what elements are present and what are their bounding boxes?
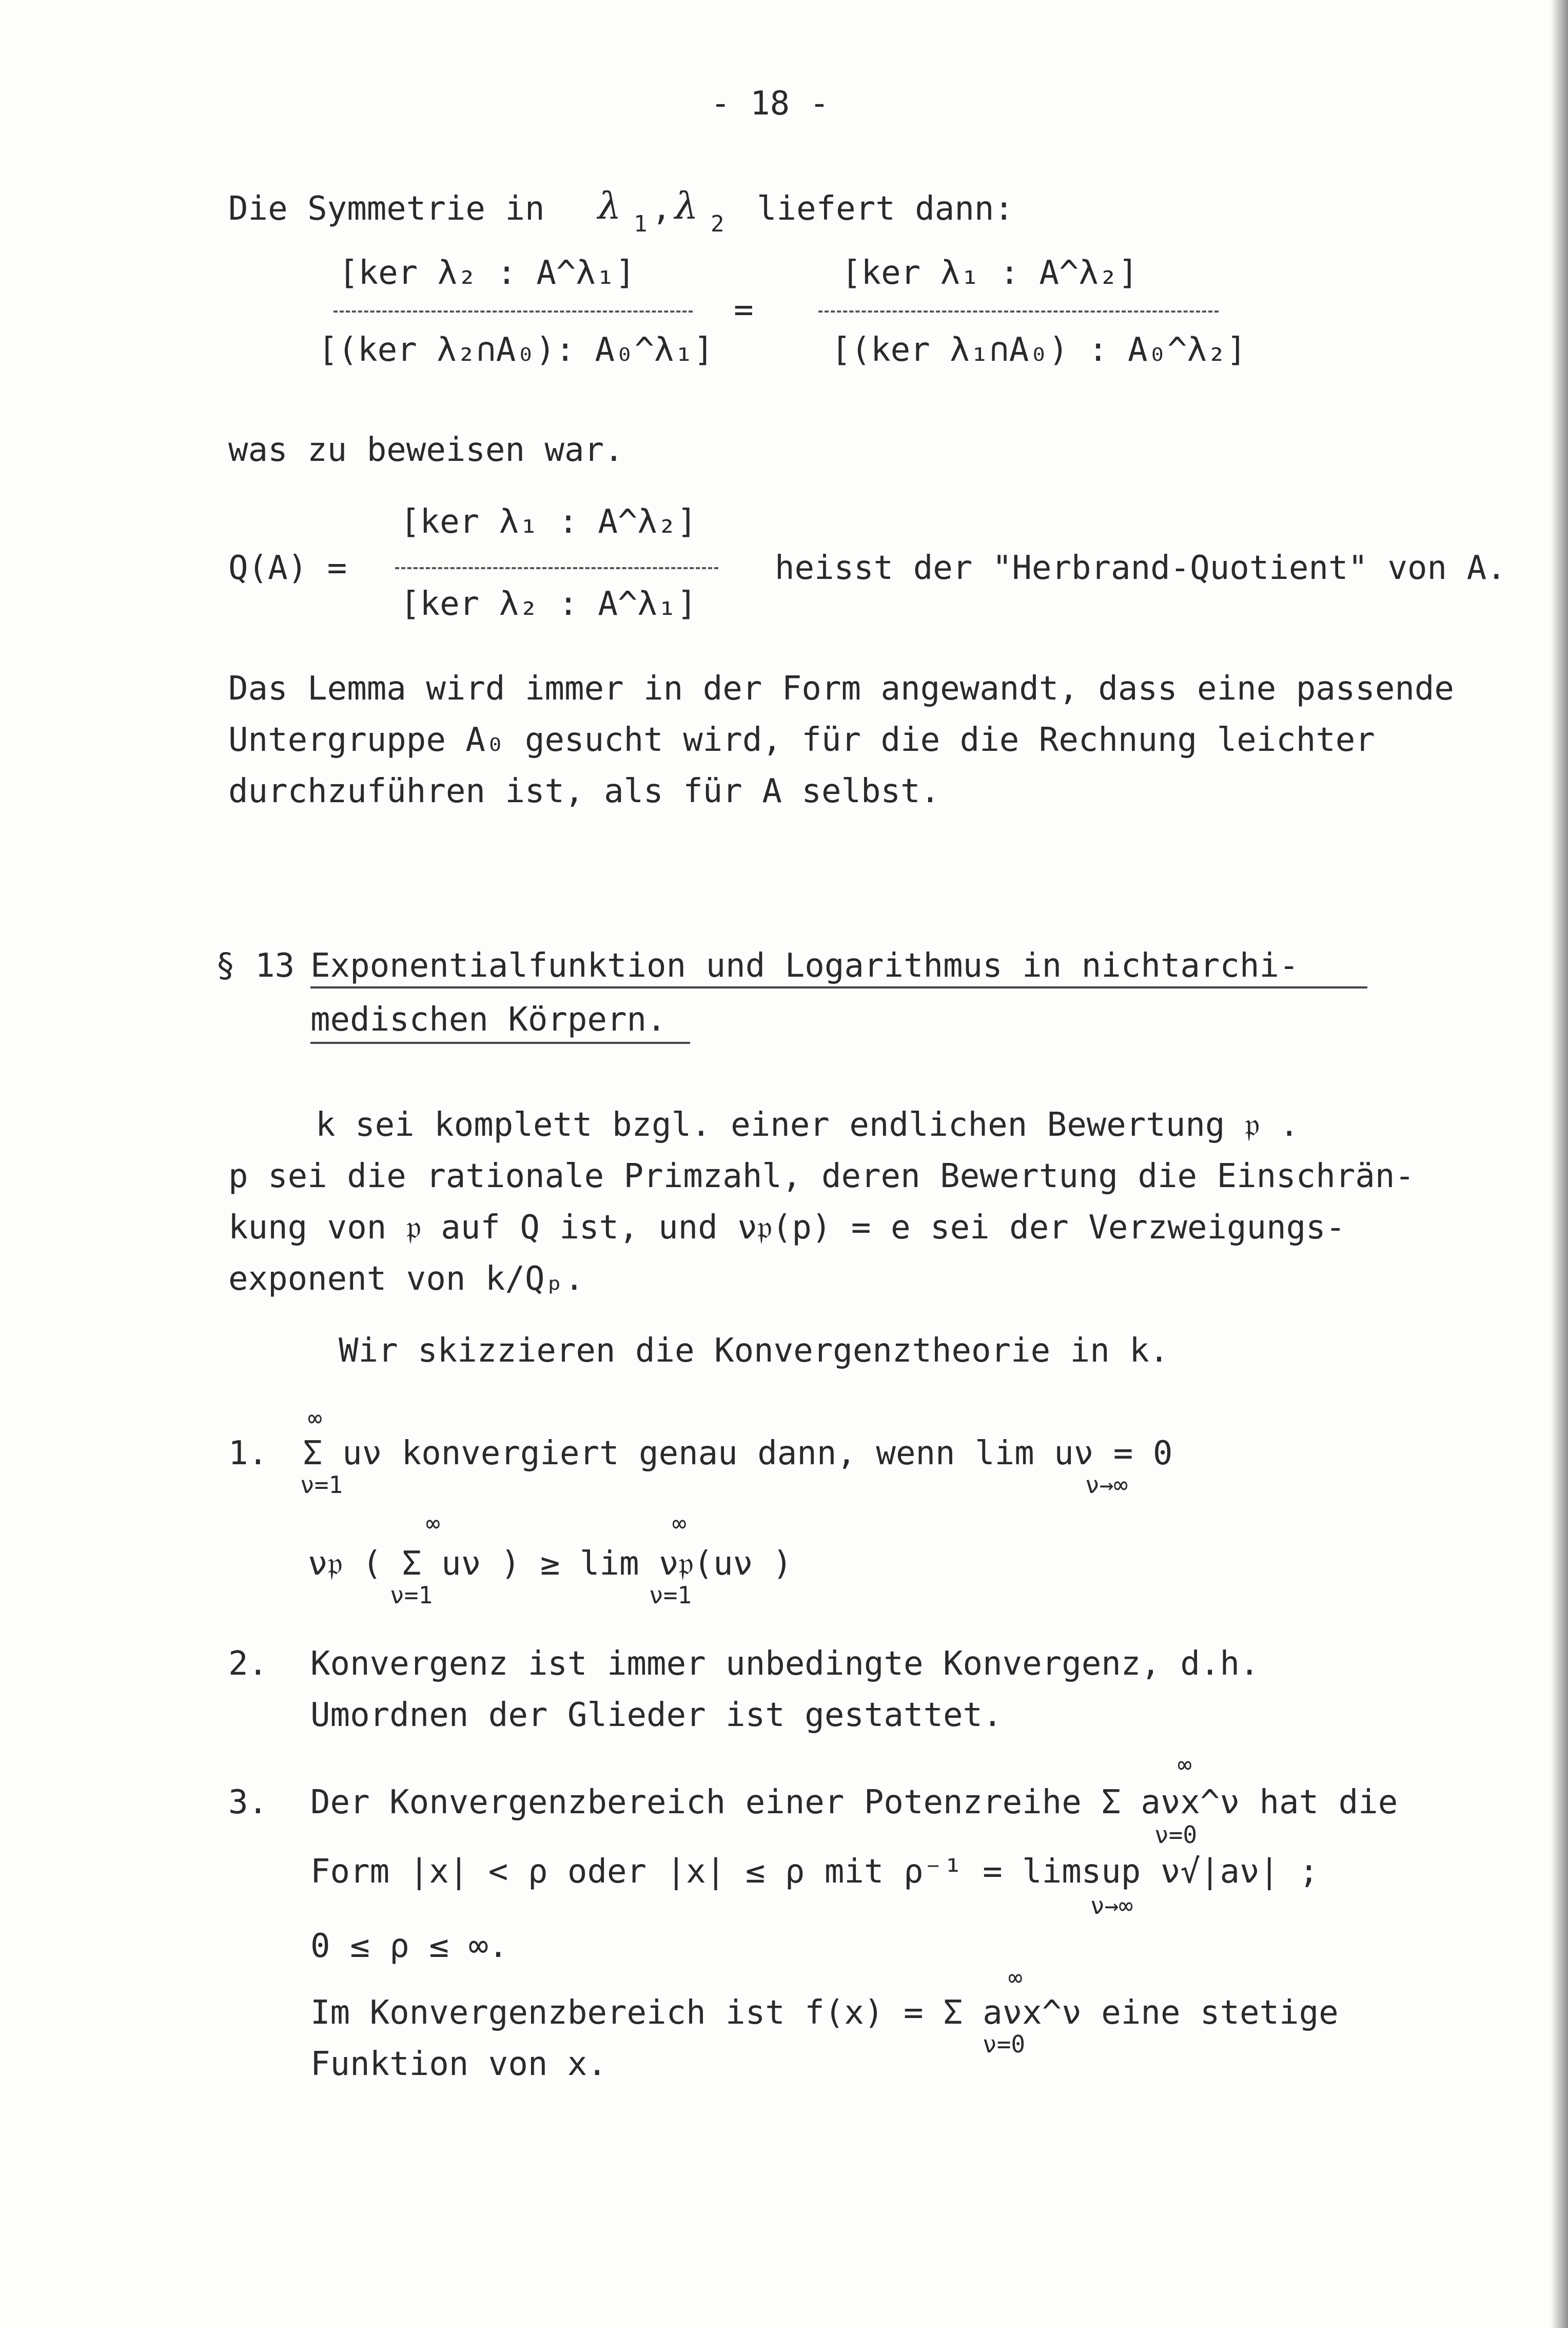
body-line-3: kung von 𝔭 auf Q ist, und ν𝔭(p) = e sei der Verzweigungs-: [228, 1209, 1346, 1247]
intro-lambda-1-sub: 1: [634, 211, 648, 237]
eq1-right-fraction-bar: [818, 311, 1219, 313]
body-line-2: p sei die rationale Primzahl, deren Bewertung die Einschrän-: [228, 1157, 1415, 1195]
item-2-line-1: Konvergenz ist immer unbedingte Konvergenz, d.h.: [310, 1645, 1260, 1683]
item-3-line-2: Form |x| < ρ oder |x| ≤ ρ mit ρ⁻¹ = limsup ν√|aν| ;: [310, 1853, 1319, 1891]
item-3-number: 3.: [228, 1783, 268, 1821]
item-3-line-1: Der Konvergenzbereich einer Potenzreihe Σ aνx^ν hat die: [310, 1783, 1398, 1821]
intro-lambda-2-sub: 2: [711, 211, 724, 237]
intro-prefix: Die Symmetrie in: [228, 190, 545, 228]
item-3-line-4: Im Konvergenzbereich ist f(x) = Σ aνx^ν eine stetige: [310, 1994, 1339, 2032]
eq1-left-fraction-bar: [334, 311, 693, 313]
section-title-underline-2: [310, 1042, 690, 1044]
item-1-lim-sub: ν→∞: [1085, 1471, 1128, 1499]
sketch-line: Wir skizzieren die Konvergenztheorie in k.: [339, 1332, 1169, 1370]
item-2-line-2: Umordnen der Glieder ist gestattet.: [310, 1696, 1003, 1734]
herbrand-fraction-bar: [395, 567, 718, 569]
lemma-line-1: Das Lemma wird immer in der Form angewandt, dass eine passende: [228, 670, 1454, 708]
item-3-limsup-sub: ν→∞: [1090, 1892, 1133, 1919]
item-1-line-2: ν𝔭 ( Σ uν ) ≥ lim ν𝔭(uν ): [308, 1545, 793, 1583]
section-title-line-1: Exponentialfunktion und Logarithmus in nichtarchi-: [310, 947, 1299, 985]
eq1-equals: =: [734, 291, 754, 329]
lemma-line-2: Untergruppe A₀ gesucht wird, für die die Rechnung leichter: [228, 721, 1375, 759]
intro-comma: ,: [652, 190, 672, 228]
section-title-underline-1: [310, 986, 1367, 988]
item-1-l2-sum-bottom: ν=1: [390, 1581, 433, 1609]
item-1-sum-top: ∞: [308, 1404, 322, 1432]
intro-lambda-1: λ: [598, 184, 621, 227]
item-1-number: 1.: [228, 1434, 268, 1472]
body-line-4: exponent von k/Qₚ.: [228, 1260, 584, 1298]
qed-line: was zu beweisen war.: [228, 431, 624, 469]
eq1-right-denominator: [(ker λ₁∩A₀) : A₀^λ₂]: [831, 331, 1247, 369]
herbrand-numerator: [ker λ₁ : A^λ₂]: [400, 503, 697, 541]
intro-lambda-2: λ: [675, 184, 698, 227]
intro-suffix: liefert dann:: [757, 190, 1014, 228]
section-title-line-2: medischen Körpern.: [310, 1001, 667, 1039]
eq1-right-numerator: [ker λ₁ : A^λ₂]: [841, 254, 1138, 292]
herbrand-text: heisst der "Herbrand-Quotient" von A.: [775, 549, 1506, 587]
item-3-l4-sum-bottom: ν=0: [983, 2030, 1026, 2058]
section-number: § 13: [215, 947, 295, 985]
item-3-sum-top: ∞: [1178, 1751, 1192, 1778]
item-1-line-1: Σ uν konvergiert genau dann, wenn lim uν = 0: [303, 1434, 1173, 1472]
item-3-line-3: 0 ≤ ρ ≤ ∞.: [310, 1927, 508, 1965]
herbrand-lhs: Q(A) =: [228, 549, 347, 587]
item-2-number: 2.: [228, 1645, 268, 1683]
page-edge-shadow: [1551, 0, 1568, 2328]
item-1-l2-sum-top: ∞: [426, 1509, 440, 1537]
item-3-sum-bottom: ν=0: [1154, 1821, 1198, 1849]
body-line-1: k sei komplett bzgl. einer endlichen Bewertung 𝔭 .: [316, 1106, 1300, 1144]
eq1-left-numerator: [ker λ₂ : A^λ₁]: [339, 254, 635, 292]
page-number: - 18 -: [711, 85, 830, 123]
item-3-l4-sum-top: ∞: [1008, 1964, 1023, 1991]
eq1-left-denominator: [(ker λ₂∩A₀): A₀^λ₁]: [318, 331, 714, 369]
item-1-l2-lim-bottom: ν=1: [649, 1581, 692, 1609]
item-1-sum-bottom: ν=1: [300, 1471, 343, 1499]
item-3-line-5: Funktion von x.: [310, 2045, 607, 2083]
herbrand-denominator: [ker λ₂ : A^λ₁]: [400, 585, 697, 623]
lemma-line-3: durchzuführen ist, als für A selbst.: [228, 772, 940, 810]
item-1-l2-lim-top: ∞: [672, 1509, 687, 1537]
